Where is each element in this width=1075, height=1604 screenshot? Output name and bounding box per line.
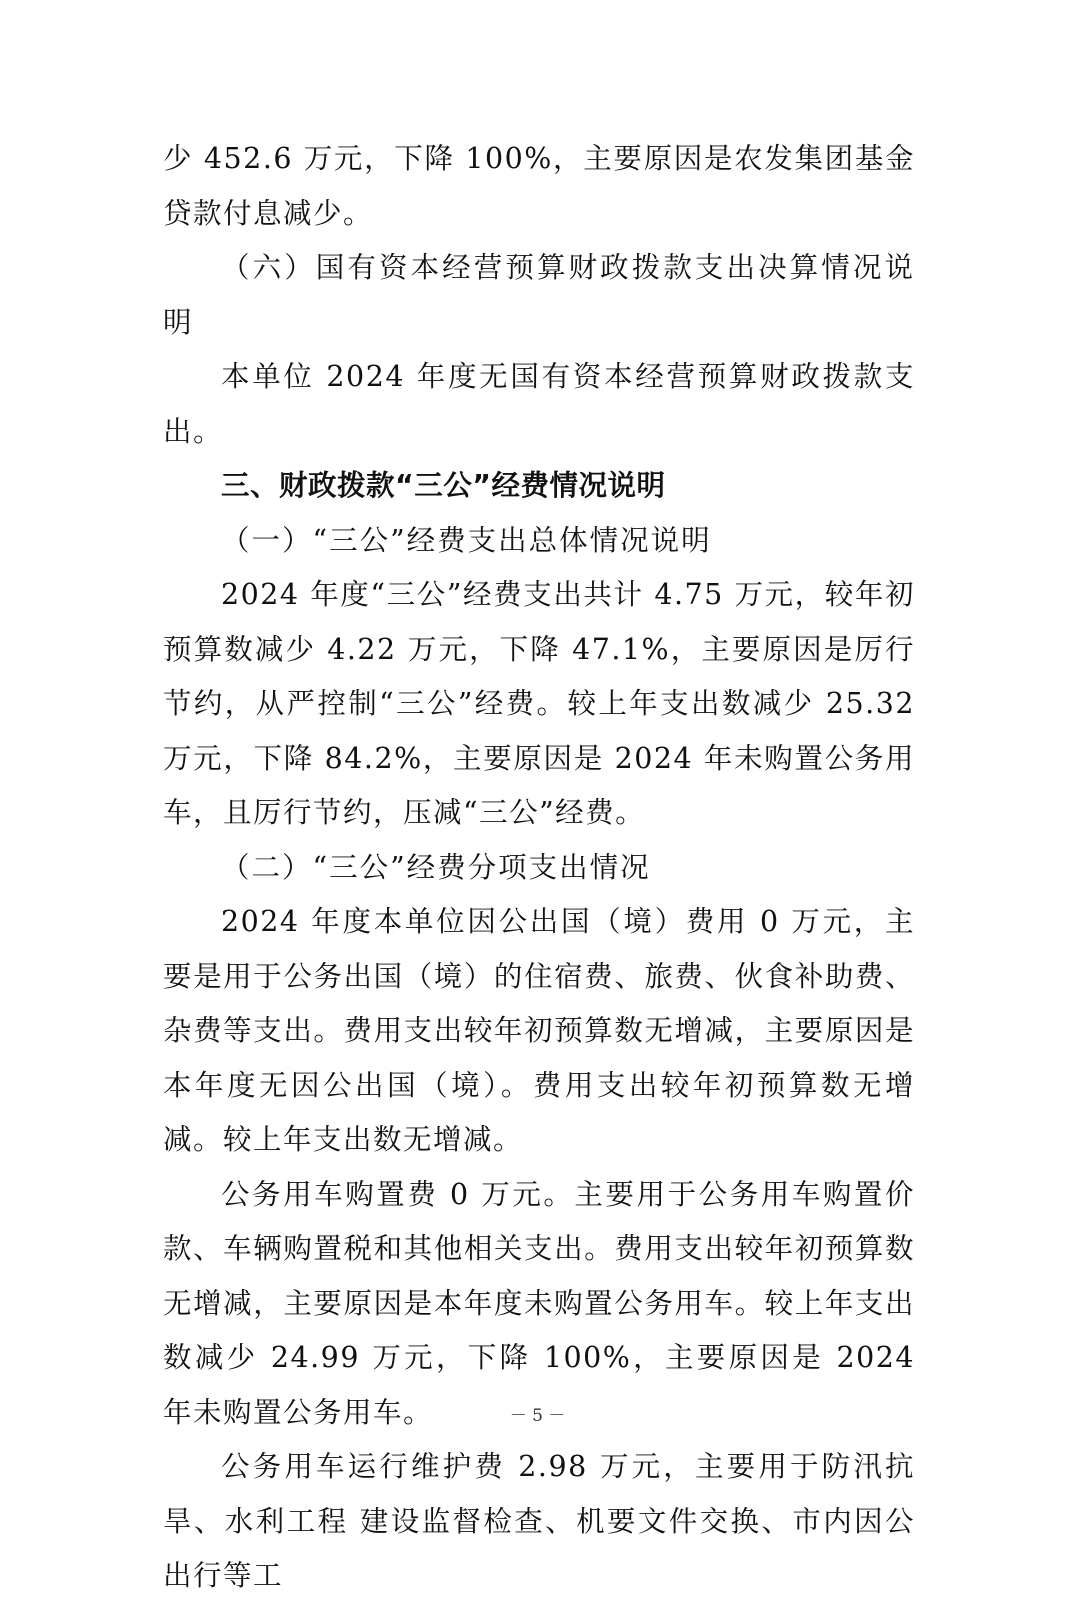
subheading-state-capital-budget: （六）国有资本经营预算财政拨款支出决算情况说明 [163, 251, 915, 339]
paragraph-continuation: 少 452.6 万元，下降 100%，主要原因是农发集团基金贷款付息减少。 [163, 142, 915, 230]
paragraph-overall-expenses: 2024 年度“三公”经费支出共计 4.75 万元，较年初预算数减少 4.22 万元，下降 47.1%，主要原因是厉行节约，从严控制“三公”经费。较上年支出数减少 25.32 万元，下降 84.2%，主要原因是 2024 年未购置公务用车，且厉行节约，压减“三公”经费。 [163, 578, 915, 829]
paragraph-vehicle-purchase: 公务用车购置费 0 万元。主要用于公务用车购置价款、车辆购置税和其他相关支出。费用支出较年初预算数无增减，主要原因是本年度未购置公务用车。较上年支出数减少 24.99 万元，下降 100%，主要原因是 2024 年未购置公务用车。 [163, 1177, 915, 1429]
subheading-itemized-expenses: （二）“三公”经费分项支出情况 [221, 850, 651, 884]
document-body [163, 132, 915, 1604]
page-number: － 5 － [509, 1406, 566, 1426]
paragraph-vehicle-maintenance: 公务用车运行维护费 2.98 万元，主要用于防汛抗旱、水利工程 建设监督检查、机要文件交换、市内因公出行等工 [163, 1450, 915, 1592]
section-heading-three-public-expenses: 三、财政拨款“三公”经费情况说明 [221, 469, 666, 502]
paragraph-no-state-capital-expenditure: 本单位 2024 年度无国有资本经营预算财政拨款支出。 [163, 360, 915, 448]
paragraph-overseas-travel: 2024 年度本单位因公出国（境）费用 0 万元，主要是用于公务出国（境）的住宿费、旅费、伙食补助费、杂费等支出。费用支出较年初预算数无增减，主要原因是本年度无因公出国（境）。费用支出较年初预算数无增减。较上年支出数无增减。 [163, 905, 915, 1156]
subheading-overall-expenses: （一）“三公”经费支出总体情况说明 [221, 523, 712, 557]
